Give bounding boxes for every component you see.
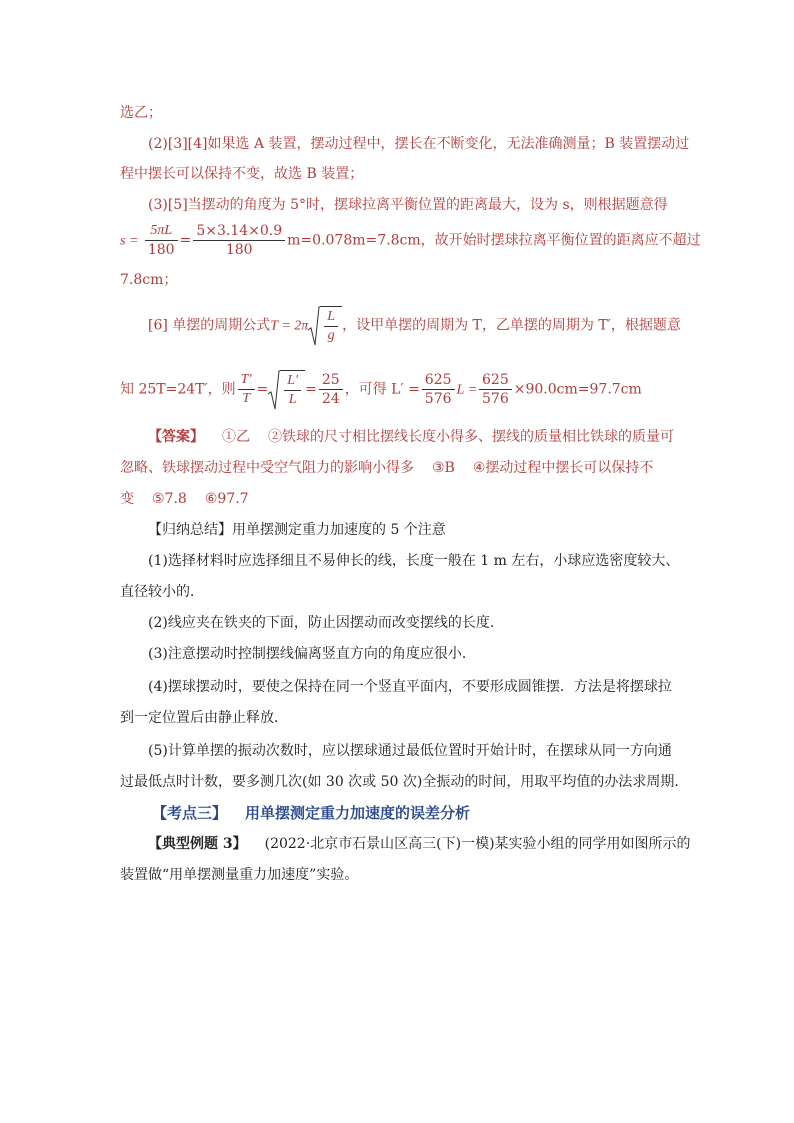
fraction-t-ratio: $\frac{T'}{T}$ <box>238 371 255 408</box>
fraction-25-24: $\frac{25}{24}$ <box>319 371 343 408</box>
summary-p2: (2)线应夹在铁夹的下面，防止因摆动而改变摆线的长度． <box>148 615 504 631</box>
summary-p3: (3)注意摆动时控制摆线偏离竖直方向的角度应很小． <box>148 646 476 662</box>
sqrt-l-over-g: $\frac{L}{g}$ <box>308 306 342 345</box>
answer-2-cont: 忽略、铁球摆动过程中受空气阻力的影响小得多 <box>120 460 414 476</box>
example-line-2: 装置做“用单摆测量重力加速度”实验。 <box>120 867 359 883</box>
fraction-2: $\frac{5\times 3.14\times 0.9}{180}$ <box>193 222 285 259</box>
summary-p1b: 直径较小的． <box>120 584 204 600</box>
sqrt-l-ratio: $\frac{L'}{L}$ <box>268 370 305 409</box>
line-1: 选乙； <box>120 105 162 121</box>
result-intro: ，可得 L′ = <box>344 381 420 398</box>
answer-5: ⑤7.8 <box>152 491 187 507</box>
line-5-formula: s = $\frac{5\pi L}{180}$ = $\frac{5\times 3.14\times 0.9}{180}$ m=0.078m=7.8cm，故开始时摆球拉离平衡位置的距离应不超过 <box>120 223 701 258</box>
line-8-formula: 知 25T=24T′，则 $\frac{T'}{T}$ = $\frac{L'}{L}$ = $\frac{25}{24}$ ，可得 L′ = $\frac{625}{576}$ L = $\frac{625}{576}$ ×90.0cm=97.7cm <box>120 372 642 407</box>
fraction-1: $\frac{5\pi L}{180}$ <box>145 222 178 259</box>
answer-4-cont: 变 <box>120 491 134 507</box>
answer-line-1 <box>148 427 674 447</box>
line-7-formula <box>148 306 681 345</box>
answer-6: ⑥97.7 <box>204 491 249 507</box>
period-formula: T = 2π <box>270 318 309 334</box>
answer-1: ①乙 <box>222 429 250 445</box>
kaodian-text: 用单摆测定重力加速度的误差分析 <box>245 804 471 822</box>
result-value: ×90.0cm=97.7cm <box>513 381 642 398</box>
ratio-intro: 知 25T=24T′，则 <box>120 381 236 398</box>
s-equals: s = <box>120 233 139 249</box>
summary-p4b: 到一定位置后由静止释放． <box>120 710 288 726</box>
line-4: (3)[5]当摆动的角度为 5°时，摆球拉离平衡位置的距离最大，设为 s，则根据题意得 <box>148 197 668 213</box>
summary-title: 【归纳总结】用单摆测定重力加速度的 5 个注意 <box>148 522 446 538</box>
line-6: 7.8cm； <box>120 272 178 288</box>
summary-p5b: 过最低点时计数，要多测几次(如 30 次或 50 次)全振动的时间，用取平均值的办法求周期． <box>120 774 689 790</box>
line-3: 程中摆长可以保持不变，故选 B 装置； <box>120 166 364 182</box>
example-line-1 <box>148 834 691 854</box>
fraction-625-576-a: $\frac{625}{576}$ <box>422 371 455 408</box>
fraction-625-576-b: $\frac{625}{576}$ <box>479 371 512 408</box>
example-label: 【典型例题 3】 <box>148 836 247 852</box>
kaodian-heading <box>152 803 470 824</box>
answer-2: ②铁球的尺寸相比摆线长度小得多、摆线的质量相比铁球的质量可 <box>268 429 674 445</box>
summary-p4a: (4)摆球摆动时，要使之保持在同一个竖直平面内，不要形成圆锥摆．方法是将摆球拉 <box>148 679 672 695</box>
answer-4: ④摆动过程中摆长可以保持不 <box>472 460 654 476</box>
summary-p5a: (5)计算单摆的振动次数时，应以摆球通过最低位置时开始计时，在摆球从同一方向通 <box>148 743 672 759</box>
line-2: (2)[3][4]如果选 A 装置，摆动过程中，摆长在不断变化，无法准确测量；B 装置摆动过 <box>148 136 690 152</box>
answer-label: 【答案】 <box>148 429 204 445</box>
answer-3: ③B <box>432 460 455 476</box>
period-text: [6] 单摆的周期公式 <box>148 317 271 334</box>
period-desc: ，设甲单摆的周期为 T，乙单摆的周期为 T′，根据题意 <box>342 317 681 334</box>
summary-p1a: (1)选择材料时应选择细且不易伸长的线，长度一般在 1 m 左右，小球应选密度较大、 <box>148 553 680 569</box>
line-5-suffix: m=0.078m=7.8cm，故开始时摆球拉离平衡位置的距离应不超过 <box>287 232 701 249</box>
answer-line-3 <box>120 489 249 509</box>
kaodian-title: 【考点三】 <box>152 804 228 822</box>
answer-line-2 <box>120 458 653 478</box>
example-text-1: (2022·北京市石景山区高三(下)一模)某实验小组的同学用如图所示的 <box>264 836 691 852</box>
